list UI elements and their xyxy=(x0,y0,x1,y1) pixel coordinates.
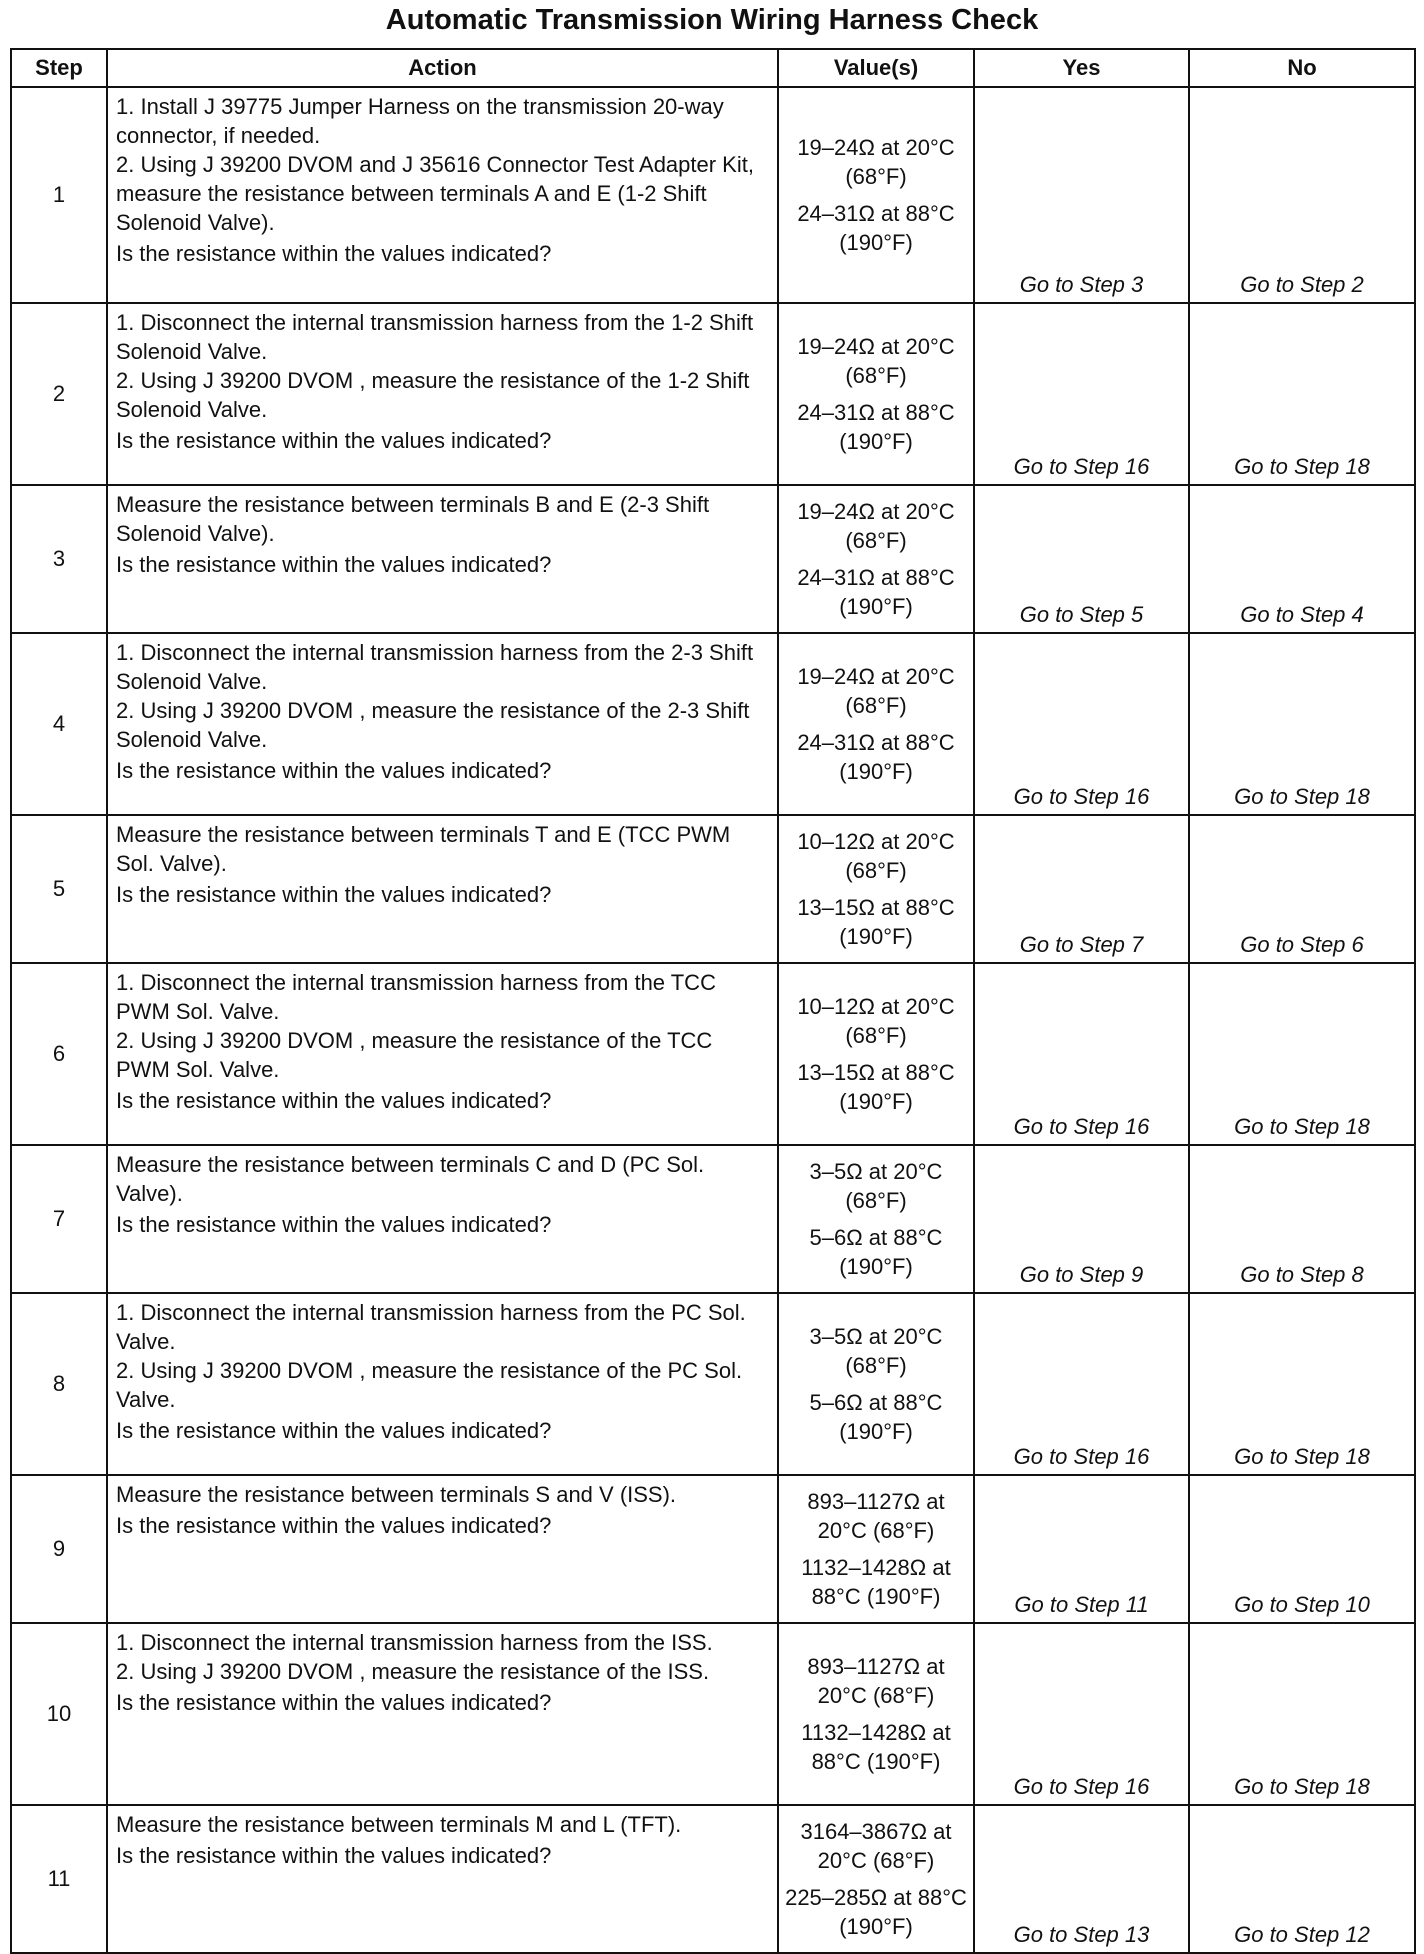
resistance-value: 13–15Ω at 88°C (190°F) xyxy=(797,1060,955,1114)
values-cell xyxy=(778,963,974,1145)
no-cell: Go to Step 18 xyxy=(1189,1293,1415,1475)
action-question: Is the resistance within the values indicated? xyxy=(116,552,552,577)
resistance-value: 19–24Ω at 20°C (68°F) xyxy=(797,664,955,718)
action-question: Is the resistance within the values indicated? xyxy=(116,1690,552,1715)
values-cell xyxy=(778,303,974,485)
action-question: Is the resistance within the values indicated? xyxy=(116,241,552,266)
action-cell xyxy=(107,1145,778,1293)
yes-cell: Go to Step 3 xyxy=(974,87,1189,303)
action-step-item: 2. Using J 39200 DVOM , measure the resistance of the 2-3 Shift Solenoid Valve. xyxy=(116,698,750,752)
action-steps-list xyxy=(116,968,769,1084)
values-cell xyxy=(778,1623,974,1805)
action-cell xyxy=(107,1623,778,1805)
table-row xyxy=(11,1145,1415,1293)
action-step-item: 2. Using J 39200 DVOM , measure the resistance of the PC Sol. Valve. xyxy=(116,1358,743,1412)
no-cell: Go to Step 4 xyxy=(1189,485,1415,633)
step-number: 7 xyxy=(11,1145,107,1293)
action-steps-list xyxy=(116,308,769,424)
action-step-item: 2. Using J 39200 DVOM and J 35616 Connector Test Adapter Kit, measure the resistance between terminals A and E (1-2 Shift Solenoid Valve). xyxy=(116,152,754,235)
yes-cell: Go to Step 16 xyxy=(974,963,1189,1145)
action-step-item: 2. Using J 39200 DVOM , measure the resistance of the TCC PWM Sol. Valve. xyxy=(116,1028,713,1082)
yes-cell: Go to Step 13 xyxy=(974,1805,1189,1953)
action-cell xyxy=(107,303,778,485)
action-cell xyxy=(107,633,778,815)
action-text: Measure the resistance between terminals S and V (ISS). xyxy=(116,1482,677,1507)
action-text: Measure the resistance between terminals C and D (PC Sol. Valve). xyxy=(116,1152,705,1206)
values-cell xyxy=(778,1145,974,1293)
yes-cell: Go to Step 5 xyxy=(974,485,1189,633)
header-no: No xyxy=(1189,49,1415,87)
action-text: Measure the resistance between terminals B and E (2-3 Shift Solenoid Valve). xyxy=(116,492,710,546)
action-question: Is the resistance within the values indicated? xyxy=(116,1418,552,1443)
header-step: Step xyxy=(11,49,107,87)
values-cell xyxy=(778,485,974,633)
resistance-value: 24–31Ω at 88°C (190°F) xyxy=(797,201,955,255)
action-step-item: 2. Using J 39200 DVOM , measure the resistance of the ISS. xyxy=(116,1659,710,1684)
values-cell xyxy=(778,1293,974,1475)
action-question: Is the resistance within the values indicated? xyxy=(116,1843,552,1868)
yes-cell: Go to Step 16 xyxy=(974,303,1189,485)
action-question: Is the resistance within the values indicated? xyxy=(116,428,552,453)
action-cell xyxy=(107,87,778,303)
step-number: 9 xyxy=(11,1475,107,1623)
yes-cell: Go to Step 16 xyxy=(974,1623,1189,1805)
step-number: 6 xyxy=(11,963,107,1145)
action-question: Is the resistance within the values indicated? xyxy=(116,1088,552,1113)
header-values: Value(s) xyxy=(778,49,974,87)
step-number: 10 xyxy=(11,1623,107,1805)
table-row xyxy=(11,485,1415,633)
no-cell: Go to Step 2 xyxy=(1189,87,1415,303)
resistance-value: 5–6Ω at 88°C (190°F) xyxy=(809,1390,943,1444)
step-number: 8 xyxy=(11,1293,107,1475)
step-number: 2 xyxy=(11,303,107,485)
yes-cell: Go to Step 16 xyxy=(974,633,1189,815)
table-row xyxy=(11,87,1415,303)
step-number: 1 xyxy=(11,87,107,303)
action-step-item: 1. Disconnect the internal transmission harness from the PC Sol. Valve. xyxy=(116,1300,746,1354)
action-question: Is the resistance within the values indicated? xyxy=(116,1212,552,1237)
resistance-value: 24–31Ω at 88°C (190°F) xyxy=(797,565,955,619)
table-row xyxy=(11,303,1415,485)
action-cell xyxy=(107,815,778,963)
action-steps-list xyxy=(116,1628,769,1686)
action-step-item: 2. Using J 39200 DVOM , measure the resistance of the 1-2 Shift Solenoid Valve. xyxy=(116,368,750,422)
resistance-value: 10–12Ω at 20°C (68°F) xyxy=(797,994,955,1048)
resistance-value: 24–31Ω at 88°C (190°F) xyxy=(797,730,955,784)
step-number: 11 xyxy=(11,1805,107,1953)
resistance-value: 13–15Ω at 88°C (190°F) xyxy=(797,895,955,949)
yes-cell: Go to Step 7 xyxy=(974,815,1189,963)
yes-cell: Go to Step 9 xyxy=(974,1145,1189,1293)
resistance-value: 3–5Ω at 20°C (68°F) xyxy=(809,1159,943,1213)
values-cell xyxy=(778,815,974,963)
action-question: Is the resistance within the values indicated? xyxy=(116,758,552,783)
values-cell xyxy=(778,1475,974,1623)
table-row xyxy=(11,1623,1415,1805)
no-cell: Go to Step 18 xyxy=(1189,303,1415,485)
action-text: Measure the resistance between terminals M and L (TFT). xyxy=(116,1812,682,1837)
action-cell xyxy=(107,963,778,1145)
resistance-value: 5–6Ω at 88°C (190°F) xyxy=(809,1225,943,1279)
wiring-harness-check-table xyxy=(10,48,1416,1954)
resistance-value: 10–12Ω at 20°C (68°F) xyxy=(797,829,955,883)
no-cell: Go to Step 8 xyxy=(1189,1145,1415,1293)
action-text: Measure the resistance between terminals T and E (TCC PWM Sol. Valve). xyxy=(116,822,731,876)
action-step-item: 1. Disconnect the internal transmission harness from the 1-2 Shift Solenoid Valve. xyxy=(116,310,754,364)
no-cell: Go to Step 18 xyxy=(1189,1623,1415,1805)
action-cell xyxy=(107,1475,778,1623)
resistance-value: 19–24Ω at 20°C (68°F) xyxy=(797,499,955,553)
action-step-item: 1. Install J 39775 Jumper Harness on the transmission 20-way connector, if needed. xyxy=(116,94,724,148)
page-title: Automatic Transmission Wiring Harness Check xyxy=(385,4,1039,36)
action-steps-list xyxy=(116,1298,769,1414)
resistance-value: 3–5Ω at 20°C (68°F) xyxy=(809,1324,943,1378)
resistance-value: 24–31Ω at 88°C (190°F) xyxy=(797,400,955,454)
no-cell: Go to Step 12 xyxy=(1189,1805,1415,1953)
table-row xyxy=(11,815,1415,963)
resistance-value: 1132–1428Ω at 88°C (190°F) xyxy=(801,1720,951,1774)
table-row xyxy=(11,1475,1415,1623)
table-row xyxy=(11,633,1415,815)
header-action: Action xyxy=(107,49,778,87)
step-number: 3 xyxy=(11,485,107,633)
action-cell xyxy=(107,1293,778,1475)
table-header-row xyxy=(11,49,1415,87)
action-question: Is the resistance within the values indicated? xyxy=(116,1513,552,1538)
yes-cell: Go to Step 16 xyxy=(974,1293,1189,1475)
table-row xyxy=(11,963,1415,1145)
values-cell xyxy=(778,633,974,815)
action-steps-list xyxy=(116,92,769,237)
action-question: Is the resistance within the values indicated? xyxy=(116,882,552,907)
action-cell xyxy=(107,1805,778,1953)
values-cell xyxy=(778,87,974,303)
action-step-item: 1. Disconnect the internal transmission harness from the ISS. xyxy=(116,1630,713,1655)
resistance-value: 1132–1428Ω at 88°C (190°F) xyxy=(801,1555,951,1609)
resistance-value: 893–1127Ω at 20°C (68°F) xyxy=(807,1489,945,1543)
action-steps-list xyxy=(116,638,769,754)
step-number: 4 xyxy=(11,633,107,815)
no-cell: Go to Step 18 xyxy=(1189,633,1415,815)
resistance-value: 893–1127Ω at 20°C (68°F) xyxy=(807,1654,945,1708)
header-yes: Yes xyxy=(974,49,1189,87)
table-row xyxy=(11,1293,1415,1475)
no-cell: Go to Step 10 xyxy=(1189,1475,1415,1623)
action-step-item: 1. Disconnect the internal transmission harness from the 2-3 Shift Solenoid Valve. xyxy=(116,640,754,694)
values-cell xyxy=(778,1805,974,1953)
table-row xyxy=(11,1805,1415,1953)
no-cell: Go to Step 18 xyxy=(1189,963,1415,1145)
resistance-value: 225–285Ω at 88°C (190°F) xyxy=(785,1885,967,1939)
resistance-value: 19–24Ω at 20°C (68°F) xyxy=(797,135,955,189)
resistance-value: 19–24Ω at 20°C (68°F) xyxy=(797,334,955,388)
yes-cell: Go to Step 11 xyxy=(974,1475,1189,1623)
action-step-item: 1. Disconnect the internal transmission harness from the TCC PWM Sol. Valve. xyxy=(116,970,716,1024)
step-number: 5 xyxy=(11,815,107,963)
resistance-value: 3164–3867Ω at 20°C (68°F) xyxy=(800,1819,952,1873)
no-cell: Go to Step 6 xyxy=(1189,815,1415,963)
action-cell xyxy=(107,485,778,633)
